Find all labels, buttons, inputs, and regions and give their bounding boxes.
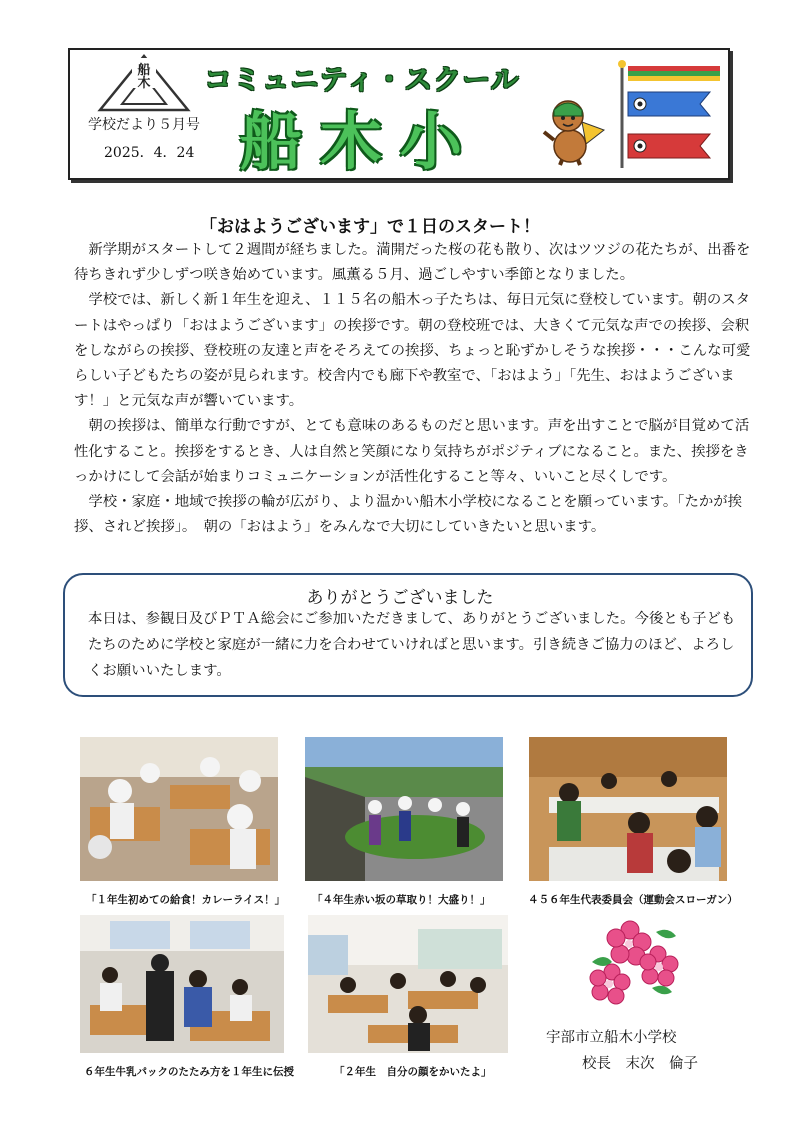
school-emblem-icon xyxy=(96,54,192,114)
school-signature: 宇部市立船木小学校 xyxy=(546,1030,677,1046)
article-paragraph: 朝の挨拶は、簡単な行動ですが、とても意味のあるものだと思います。声を出すことで脳が目覚めて活性化すること。挨拶をするとき、人は自然と笑顔になり気持ちがポジティブになること。また、挨拶をきっかけにして会話が始まりコミュニケーションが活性化すること等々、いいこと尽くしです。 xyxy=(74,418,750,485)
thanks-title: ありがとうございました xyxy=(306,588,494,608)
photo-committee xyxy=(529,737,727,881)
koinobori-icon xyxy=(614,58,724,170)
photo-milk-carton xyxy=(80,915,284,1053)
photo-self-portrait xyxy=(308,915,508,1053)
svg-text:船: 船 xyxy=(137,63,151,78)
article-title: 「おはようございます」で１日のスタート！ xyxy=(200,217,540,237)
photo-weeding xyxy=(305,737,503,881)
svg-text:木: 木 xyxy=(137,76,151,91)
community-school-title: コミュニティ・スクール xyxy=(204,63,520,96)
azalea-flower-icon xyxy=(586,918,682,1010)
thanks-body: 本日は、参観日及びＰＴＡ総会にご参加いただきまして、ありがとうございました。今後とも子どもたちのために学校と家庭が一緒に力を合わせていければと思います。引き続きご協力のほど、よろしくお願いいたします。 xyxy=(88,611,736,679)
article-body xyxy=(74,238,754,540)
mascot-icon xyxy=(542,94,606,166)
article-paragraph: 学校では、新しく新１年生を迎え、１１５名の船木っ子たちは、毎日元気に登校しています。朝のスタートはやっぱり「おはようございます」の挨拶です。朝の登校班では、大きくて元気な声での挨拶、会釈をしながらの挨拶、登校班の友達と声をそろえての挨拶、ちょっと恥ずかしそうな挨拶・・・こんな可愛らしい子どもたちの姿が見られます。校舎内でも廊下や教室で、「おはよう」「先生、おはようございます！」と元気な声が響いています。 xyxy=(74,292,751,410)
issue-date: 2025．4．24 xyxy=(104,145,195,161)
photo-caption: 「１年生初めての給食！カレーライス！」 xyxy=(86,894,286,906)
photo-caption: 「４年生赤い坂の草取り！大盛り！」 xyxy=(312,894,491,906)
photo-caption: ４５６年生代表委員会（運動会スローガン） xyxy=(528,894,738,906)
photo-caption: 「２年生 自分の顔をかいたよ」 xyxy=(334,1066,492,1078)
issue-label: 学校だより５月号 xyxy=(88,117,200,133)
school-name-title: 船木小 xyxy=(240,105,481,178)
photo-caption: ６年生牛乳パックのたたみ方を１年生に伝授 xyxy=(84,1066,294,1078)
article-paragraph: 学校・家庭・地域で挨拶の輪が広がり、より温かい船木小学校になることを願っています。「たかが挨拶、されど挨拶」。 朝の「おはよう」をみんなで大切にしていきたいと思います。 xyxy=(74,494,743,536)
article-paragraph: 新学期がスタートして２週間が経ちました。満開だった桜の花も散り、次はツツジの花たちが、出番を待ちきれず少しずつ咲き始めています。風薫る５月、過ごしやすい季節となりました。 xyxy=(74,242,751,284)
principal-signature: 校長 末次 倫子 xyxy=(582,1056,698,1072)
photo-lunch xyxy=(80,737,278,881)
